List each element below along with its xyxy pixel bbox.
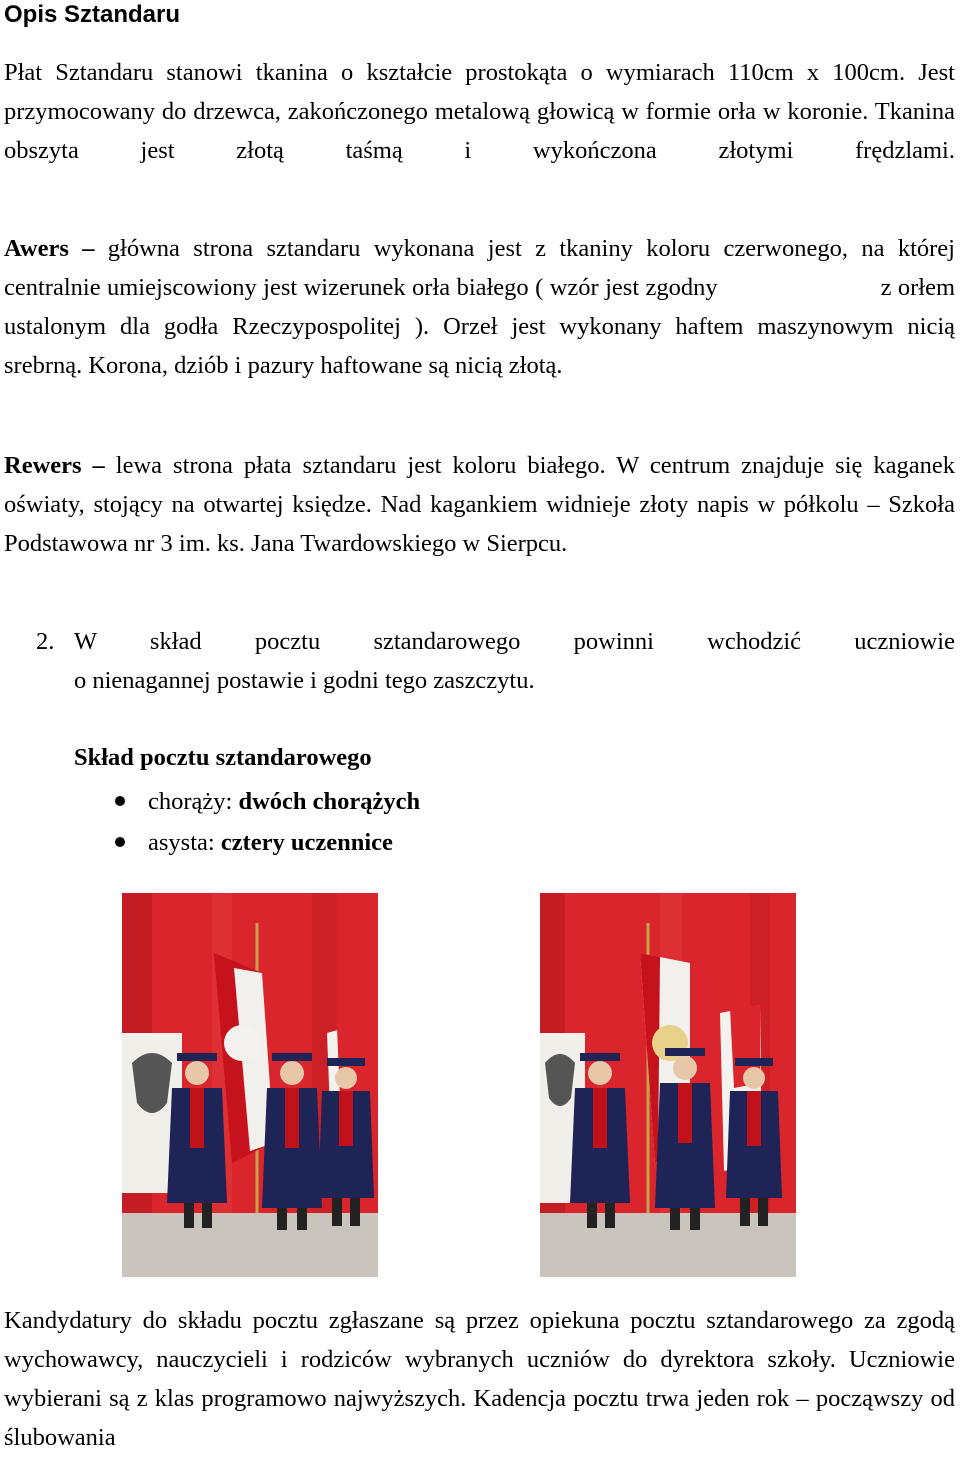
section-title: Skład pocztu sztandarowego bbox=[74, 744, 372, 771]
list-item bbox=[74, 822, 420, 863]
photo-flag-guard-2 bbox=[540, 893, 796, 1277]
list-item bbox=[74, 781, 420, 822]
item-2-line-2: o nienagannej postawie i godni tego zaszczytu. bbox=[74, 667, 535, 694]
rewers-label: Rewers – bbox=[4, 452, 105, 479]
list-item-label: asysta: bbox=[148, 829, 221, 856]
list-item-label: chorąży: bbox=[148, 788, 239, 815]
awers-text-b: z orłem ustalonym dla godła Rzeczypospolitej ). Orzeł jest wykonany haftem maszynowym nicią srebrną. Korona, dziób i pazury haftowane są nicią złotą. bbox=[4, 274, 956, 379]
item-2-line-1: W skład pocztu sztandarowego powinni wchodzić uczniowie bbox=[74, 628, 955, 655]
rewers-paragraph bbox=[4, 446, 955, 563]
kandydatury-text: Kandydatury do składu pocztu zgłaszane są przez opiekuna pocztu sztandarowego za zgodą wychowawcy, nauczycieli i rodziców wybranych uczniów do dyrektora szkoły. Uczniowie wybierani są z klas programowo najwyższych. Kadencja pocztu trwa jeden rok – począwszy od ślubowania bbox=[4, 1307, 955, 1451]
intro-text: Płat Sztandaru stanowi tkanina o kształcie prostokąta o wymiarach 110cm x 100cm. Jest przymocowany do drzewca, zakończonego metalową głowicą w formie orła w koronie. Tkanina obszyta jest złotą taśmą i wykończona złotymi frędzlami. bbox=[4, 59, 955, 164]
awers-text-a: główna strona sztandaru wykonana jest z tkaniny koloru czerwonego, na której centralnie umiejscowiony jest wizerunek orła białego ( wzór jest zgodny bbox=[4, 235, 955, 301]
bullet-icon bbox=[115, 796, 125, 806]
page-title: Opis Sztandaru bbox=[4, 1, 181, 28]
item-number: 2. bbox=[36, 628, 55, 655]
intro-paragraph bbox=[4, 53, 955, 170]
awers-label: Awers – bbox=[4, 235, 95, 262]
rewers-text: lewa strona płata sztandaru jest koloru białego. W centrum znajduje się kaganek oświaty, stojący na otwartej księdze. Nad kagankiem widnieje złoty napis w półkolu – Szkoła Podstawowa nr 3 im. ks. Jana Twardowskiego w Sierpcu. bbox=[4, 452, 955, 557]
photo-flag-guard-1 bbox=[122, 893, 378, 1277]
composition-list bbox=[74, 781, 420, 863]
list-item-value: dwóch chorążych bbox=[238, 788, 421, 815]
list-item-value: cztery uczennice bbox=[220, 829, 393, 856]
awers-paragraph bbox=[4, 229, 955, 385]
bullet-icon bbox=[115, 837, 125, 847]
kandydatury-paragraph bbox=[4, 1301, 955, 1457]
numbered-item-2 bbox=[36, 622, 955, 700]
